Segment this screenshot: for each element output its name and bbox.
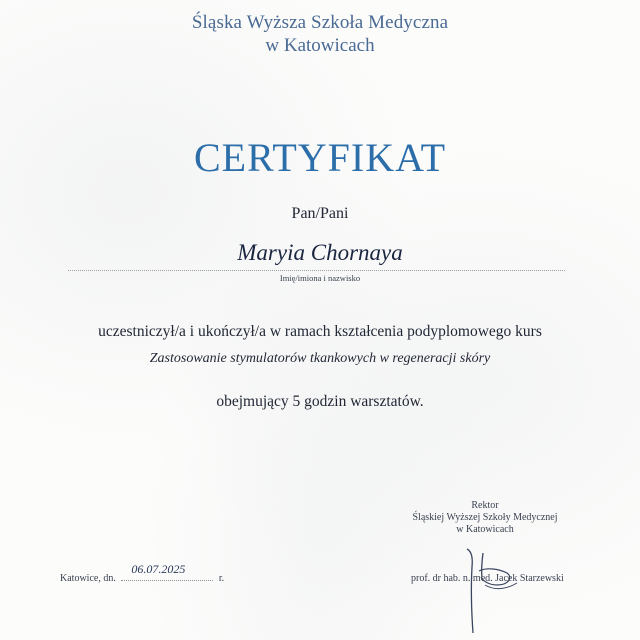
date-field xyxy=(60,562,225,584)
rector-institution-line2: w Katowicach xyxy=(456,524,514,535)
institution-name-line2: w Katowicach xyxy=(265,35,375,56)
date-dotted-line xyxy=(121,562,213,581)
place-label: Katowice, dn. xyxy=(60,573,116,584)
signatory-name: prof. dr hab. n. med. Jacek Starzewski xyxy=(411,573,564,584)
date-suffix: r. xyxy=(218,573,225,584)
issue-date: 06.07.2025 xyxy=(131,562,186,576)
institution-name-line1: Śląska Wyższa Szkoła Medyczna xyxy=(191,12,449,33)
certificate-title: CERTYFIKAT xyxy=(193,135,447,180)
rector-block xyxy=(395,500,575,536)
name-dotted-line xyxy=(68,270,565,271)
recipient-name: Maryia Chornaya xyxy=(237,240,403,265)
hours-statement: obejmujący 5 godzin warsztatów. xyxy=(216,393,424,410)
name-caption: Imię/imiona i nazwisko xyxy=(279,273,361,283)
course-title: Zastosowanie stymulatorów tkankowych w regeneracji skóry xyxy=(149,351,491,366)
salutation: Pan/Pani xyxy=(291,205,349,222)
completion-statement: uczestniczył/a i ukończył/a w ramach kształcenia podyplomowego kurs xyxy=(98,323,542,340)
rector-role: Rektor xyxy=(471,500,499,511)
signature-icon xyxy=(455,545,525,635)
rector-institution-line1: Śląskiej Wyższej Szkoły Medycznej xyxy=(412,512,558,523)
